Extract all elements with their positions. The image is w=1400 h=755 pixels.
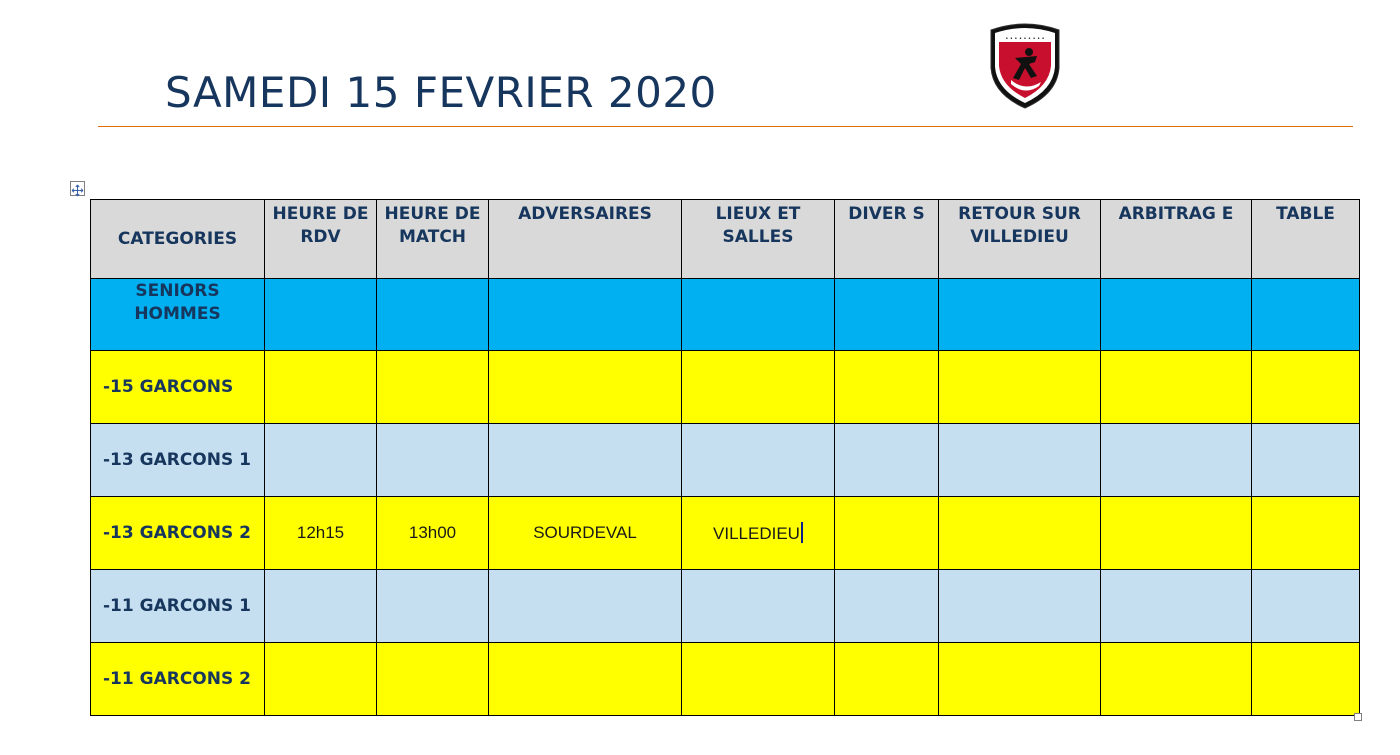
retour-cell[interactable]	[939, 497, 1101, 570]
category-cell[interactable]: -15 GARCONS	[91, 351, 265, 424]
divers-cell[interactable]	[835, 497, 939, 570]
table-cell[interactable]	[1252, 279, 1360, 351]
match-cell[interactable]	[377, 643, 489, 716]
match-cell[interactable]	[377, 424, 489, 497]
table-resize-handle-icon[interactable]	[1354, 713, 1362, 721]
table-row	[91, 424, 1360, 497]
text-cursor	[801, 522, 803, 543]
category-cell[interactable]: SENIORS HOMMES	[91, 279, 265, 351]
header-table: TABLE	[1252, 200, 1360, 279]
table-row	[91, 643, 1360, 716]
lieux-cell[interactable]	[682, 497, 835, 570]
lieux-cell[interactable]	[682, 424, 835, 497]
header-lieux-salles: LIEUX ET SALLES	[682, 200, 835, 279]
header-rule	[98, 126, 1353, 127]
category-cell[interactable]: -13 GARCONS 1	[91, 424, 265, 497]
adversaires-cell[interactable]	[489, 643, 682, 716]
divers-cell[interactable]	[835, 570, 939, 643]
lieux-cell[interactable]	[682, 351, 835, 424]
table-cell[interactable]	[1252, 497, 1360, 570]
table-cell[interactable]	[1252, 424, 1360, 497]
adversaires-cell[interactable]: SOURDEVAL	[489, 497, 682, 570]
category-cell[interactable]: -13 GARCONS 2	[91, 497, 265, 570]
header-adversaires: ADVERSAIRES	[489, 200, 682, 279]
category-cell[interactable]: -11 GARCONS 1	[91, 570, 265, 643]
table-move-handle-icon[interactable]	[70, 181, 85, 196]
match-cell[interactable]	[377, 351, 489, 424]
header-arbitrage: ARBITRAG E	[1101, 200, 1252, 279]
table-cell[interactable]	[1252, 570, 1360, 643]
retour-cell[interactable]	[939, 570, 1101, 643]
rdv-cell[interactable]: 12h15	[265, 497, 377, 570]
handball-club-logo-icon	[985, 20, 1065, 110]
divers-cell[interactable]	[835, 351, 939, 424]
rdv-cell[interactable]	[265, 424, 377, 497]
table-row	[91, 279, 1360, 351]
adversaires-cell[interactable]	[489, 570, 682, 643]
divers-cell[interactable]	[835, 424, 939, 497]
rdv-cell[interactable]	[265, 643, 377, 716]
arbitrage-cell[interactable]	[1101, 497, 1252, 570]
table-row	[91, 570, 1360, 643]
lieux-cell[interactable]	[682, 643, 835, 716]
table-row	[91, 497, 1360, 570]
retour-cell[interactable]	[939, 279, 1101, 351]
divers-cell[interactable]	[835, 643, 939, 716]
rdv-cell[interactable]	[265, 570, 377, 643]
arbitrage-cell[interactable]	[1101, 279, 1252, 351]
table-header-row	[91, 200, 1360, 279]
page-title: SAMEDI 15 FEVRIER 2020	[165, 68, 717, 117]
header-retour: RETOUR SUR VILLEDIEU	[939, 200, 1101, 279]
retour-cell[interactable]	[939, 643, 1101, 716]
lieux-text: VILLEDIEU	[713, 524, 800, 543]
lieux-cell[interactable]	[682, 570, 835, 643]
adversaires-cell[interactable]	[489, 424, 682, 497]
arbitrage-cell[interactable]	[1101, 351, 1252, 424]
lieux-cell[interactable]	[682, 279, 835, 351]
retour-cell[interactable]	[939, 351, 1101, 424]
adversaires-cell[interactable]	[489, 351, 682, 424]
header-categories: CATEGORIES	[91, 200, 265, 279]
arbitrage-cell[interactable]	[1101, 643, 1252, 716]
table-cell[interactable]	[1252, 351, 1360, 424]
retour-cell[interactable]	[939, 424, 1101, 497]
table-cell[interactable]	[1252, 643, 1360, 716]
schedule-table	[90, 199, 1360, 716]
arbitrage-cell[interactable]	[1101, 424, 1252, 497]
arbitrage-cell[interactable]	[1101, 570, 1252, 643]
header-divers: DIVER S	[835, 200, 939, 279]
category-cell[interactable]: -11 GARCONS 2	[91, 643, 265, 716]
match-cell[interactable]: 13h00	[377, 497, 489, 570]
header-heure-rdv: HEURE DE RDV	[265, 200, 377, 279]
rdv-cell[interactable]	[265, 279, 377, 351]
table-row	[91, 351, 1360, 424]
match-cell[interactable]	[377, 279, 489, 351]
adversaires-cell[interactable]	[489, 279, 682, 351]
match-cell[interactable]	[377, 570, 489, 643]
rdv-cell[interactable]	[265, 351, 377, 424]
header-heure-match: HEURE DE MATCH	[377, 200, 489, 279]
svg-text:• • • • • • • • •: • • • • • • • • •	[1005, 36, 1045, 42]
divers-cell[interactable]	[835, 279, 939, 351]
